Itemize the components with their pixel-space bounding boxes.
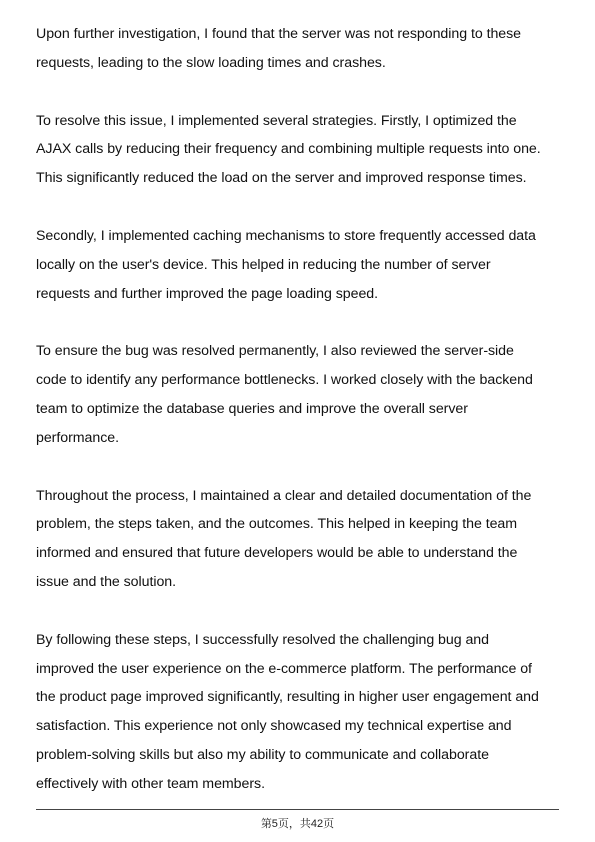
paragraph-6 [36,626,566,799]
paragraph-line: satisfaction. This experience not only showcased my technical expertise and [36,718,512,735]
paragraph-line: team to optimize the database queries and improve the overall server [36,400,468,417]
paragraph-line: AJAX calls by reducing their frequency and combining multiple requests into one. [36,141,541,158]
paragraph-5 [36,482,566,597]
paragraph-line: performance. [36,429,119,446]
page-number-footer: 第5页，共42页 [260,818,335,830]
paragraph-line: requests and further improved the page loading speed. [36,285,379,302]
paragraph-line: To resolve this issue, I implemented several strategies. Firstly, I optimized the [36,112,517,129]
paragraph-4 [36,337,566,452]
paragraph-2 [36,107,566,193]
paragraph-line: locally on the user's device. This helped in reducing the number of server [36,256,491,273]
paragraph-line: problem, the steps taken, and the outcomes. This helped in keeping the team [36,516,518,533]
paragraph-line: informed and ensured that future developers would be able to understand the [36,545,518,562]
paragraph-line: improved the user experience on the e-commerce platform. The performance of [36,660,532,677]
paragraph-line: By following these steps, I successfully resolved the challenging bug and [36,631,489,648]
paragraph-line: effectively with other team members. [36,775,265,792]
footer-divider [36,809,559,810]
paragraph-line: requests, leading to the slow loading times and crashes. [36,54,386,71]
document-body [36,20,566,828]
paragraph-line: problem-solving skills but also my ability to communicate and collaborate [36,746,489,763]
paragraph-line: issue and the solution. [36,573,177,590]
paragraph-1 [36,20,566,78]
paragraph-line: code to identify any performance bottlenecks. I worked closely with the backend [36,372,533,389]
paragraph-line: This significantly reduced the load on the server and improved response times. [36,170,527,187]
paragraph-line: Secondly, I implemented caching mechanisms to store frequently accessed data [36,227,536,244]
paragraph-line: To ensure the bug was resolved permanently, I also reviewed the server-side [36,343,514,360]
paragraph-3 [36,222,566,308]
paragraph-line: Throughout the process, I maintained a clear and detailed documentation of the [36,487,532,504]
paragraph-line: Upon further investigation, I found that the server was not responding to these [36,26,522,42]
paragraph-line: the product page improved significantly, resulting in higher user engagement and [36,689,539,706]
